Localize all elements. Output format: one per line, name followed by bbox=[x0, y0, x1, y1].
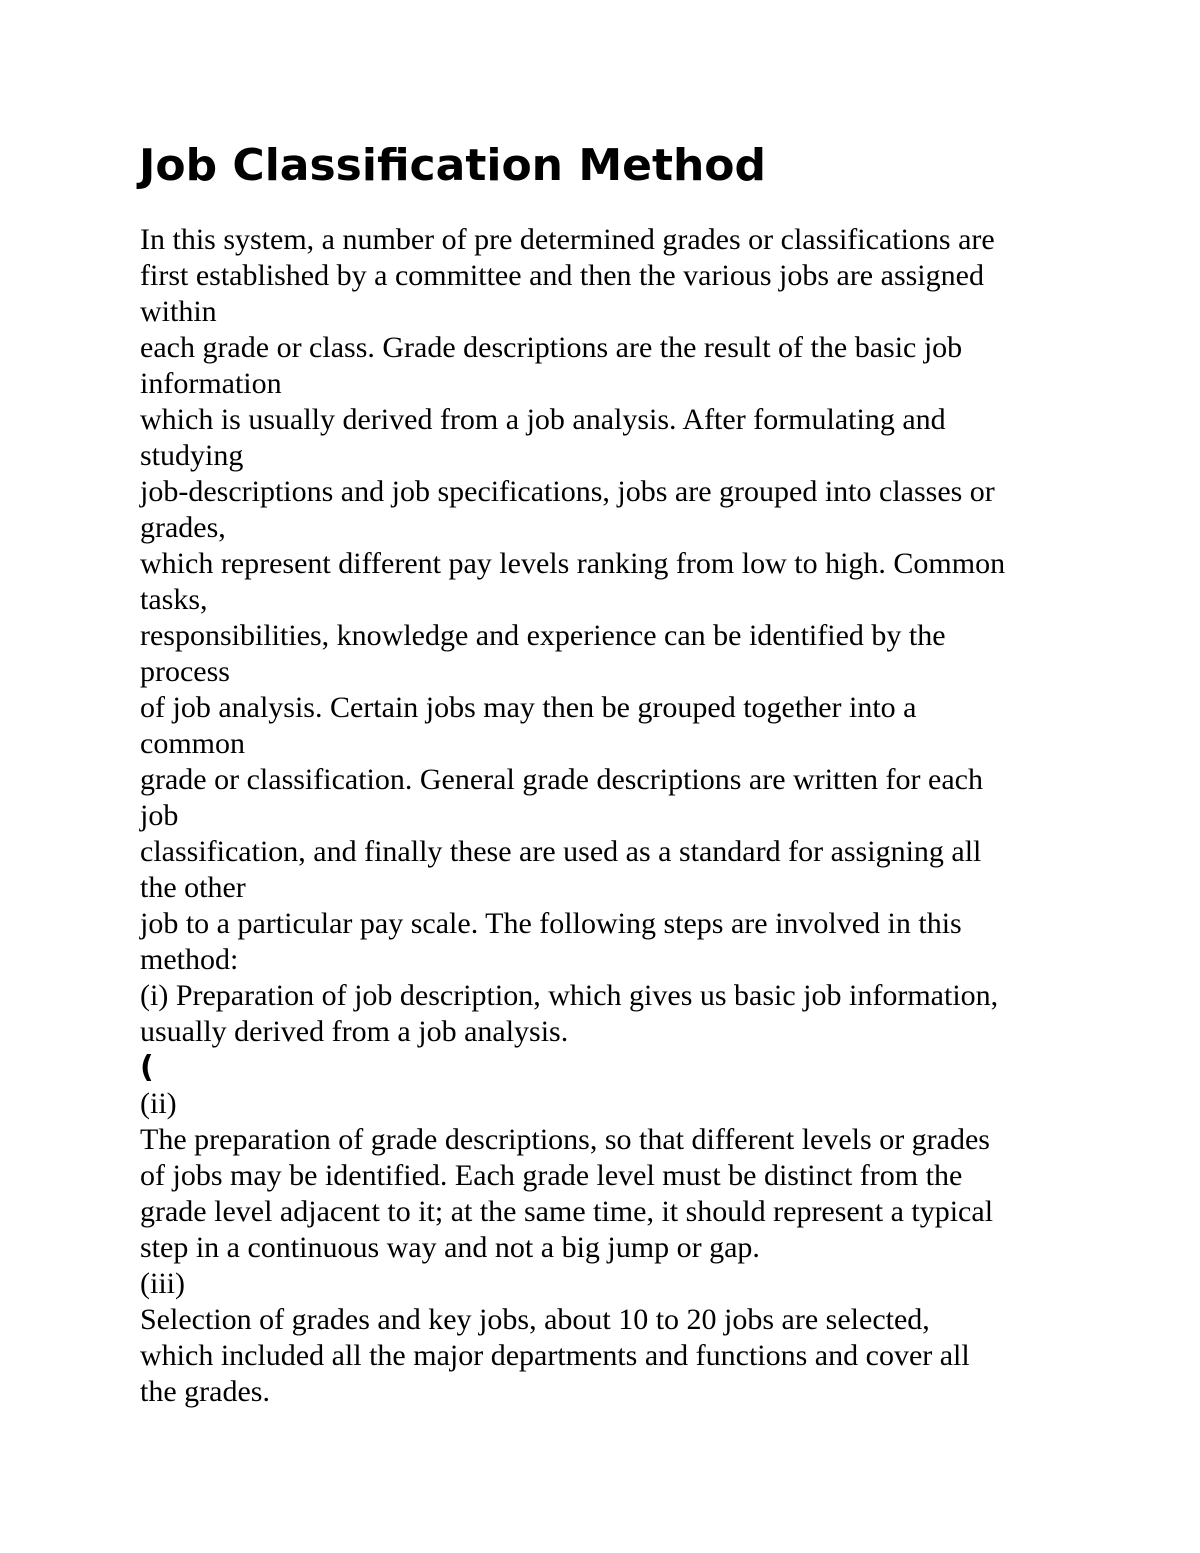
body-line: which included all the major departments and functions and cover all bbox=[140, 1339, 970, 1372]
body-line: common bbox=[140, 727, 245, 760]
stray-parenthesis: ( bbox=[140, 1050, 154, 1085]
body-line: classification, and finally these are used as a standard for assigning all bbox=[140, 835, 982, 868]
body-line: of job analysis. Certain jobs may then be grouped together into a bbox=[140, 691, 917, 724]
body-line: first established by a committee and then the various jobs are assigned bbox=[140, 259, 984, 292]
body-line: within bbox=[140, 295, 217, 328]
step-ii-marker: (ii) bbox=[140, 1087, 177, 1120]
body-line: responsibilities, knowledge and experience can be identified by the bbox=[140, 619, 946, 652]
body-line: job-descriptions and job specifications, jobs are grouped into classes or bbox=[140, 475, 995, 508]
document-body bbox=[140, 222, 1060, 1410]
body-line: step in a continuous way and not a big jump or gap. bbox=[140, 1231, 760, 1264]
body-line: the grades. bbox=[140, 1375, 270, 1408]
body-line: the other bbox=[140, 871, 246, 904]
body-line: process bbox=[140, 655, 230, 688]
body-line: each grade or class. Grade descriptions are the result of the basic job bbox=[140, 331, 963, 364]
body-line: studying bbox=[140, 439, 244, 472]
body-line: which represent different pay levels ranking from low to high. Common bbox=[140, 547, 1006, 580]
body-line: The preparation of grade descriptions, so that different levels or grades bbox=[140, 1123, 990, 1156]
document-title: Job Classification Method bbox=[139, 140, 767, 191]
body-line: grade or classification. General grade descriptions are written for each bbox=[140, 763, 983, 796]
body-line: In this system, a number of pre determined grades or classifications are bbox=[140, 223, 995, 256]
body-line: tasks, bbox=[140, 583, 208, 616]
body-line: grades, bbox=[140, 511, 226, 544]
step-i-line: (i) Preparation of job description, which gives us basic job information, bbox=[140, 979, 999, 1012]
body-line: information bbox=[140, 367, 282, 400]
body-line: Selection of grades and key jobs, about 10 to 20 jobs are selected, bbox=[140, 1303, 930, 1336]
body-line: grade level adjacent to it; at the same time, it should represent a typical bbox=[140, 1195, 994, 1228]
body-line: which is usually derived from a job analysis. After formulating and bbox=[140, 403, 946, 436]
body-line: job bbox=[140, 799, 179, 832]
body-line: job to a particular pay scale. The following steps are involved in this bbox=[140, 907, 962, 940]
body-line: of jobs may be identified. Each grade level must be distinct from the bbox=[140, 1159, 963, 1192]
body-line: usually derived from a job analysis. bbox=[140, 1015, 569, 1048]
body-line: method: bbox=[140, 943, 239, 976]
step-iii-marker: (iii) bbox=[140, 1267, 185, 1300]
